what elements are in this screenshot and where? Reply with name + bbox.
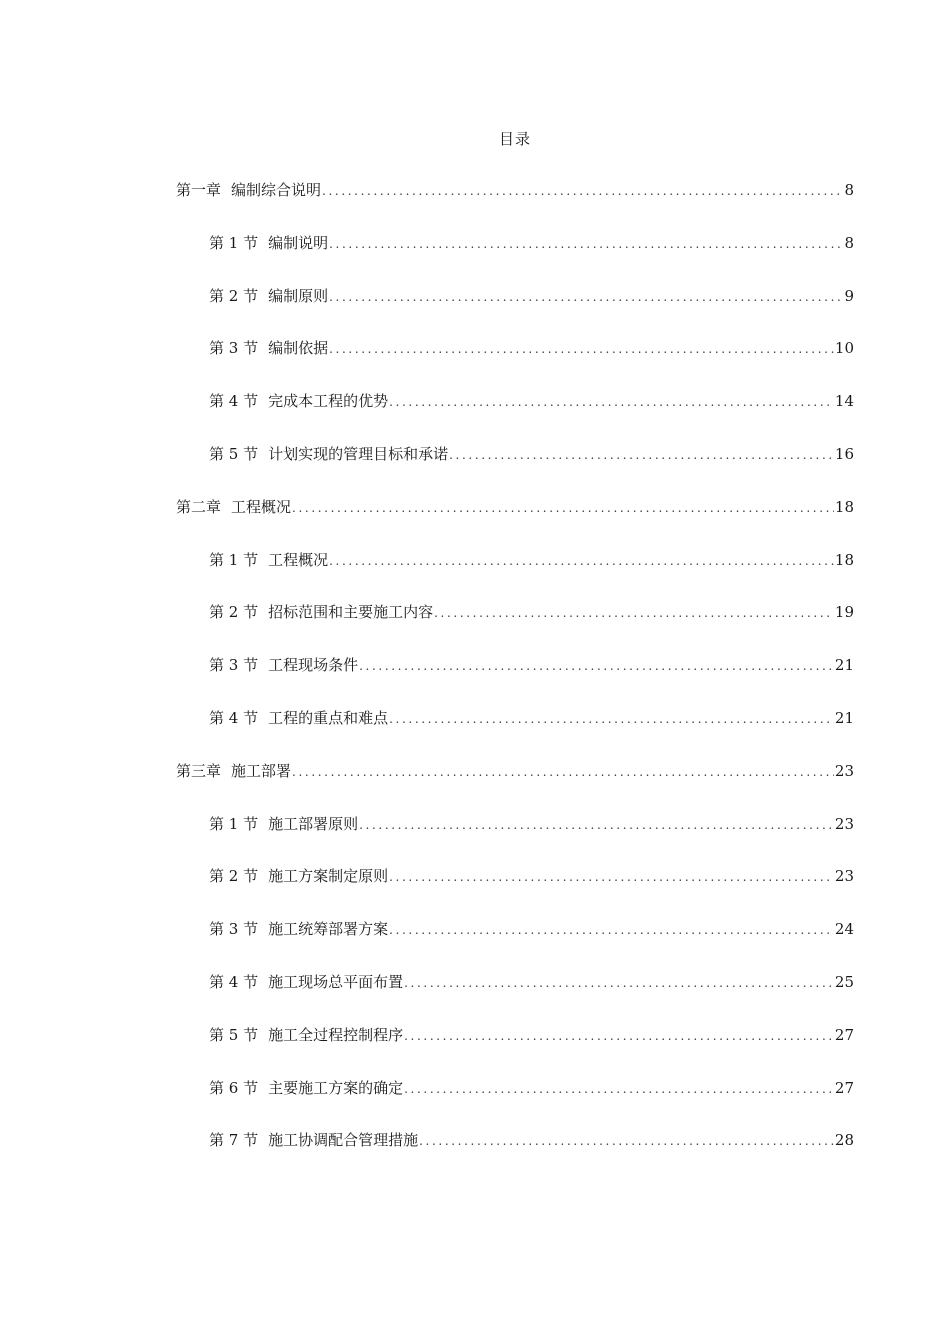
toc-entry-label: [209, 546, 328, 574]
toc-dot-leader: [322, 176, 843, 205]
toc-page-number: 23: [834, 814, 854, 833]
toc-entry-number: 第 7 节: [209, 1131, 259, 1150]
toc-entry-text: 计划实现的管理目标和承诺: [268, 445, 449, 463]
toc-entry-text: 施工部署: [231, 761, 292, 780]
toc-entry-text: 施工部署原则: [268, 814, 359, 833]
toc-entry-label: [209, 1126, 418, 1154]
toc-entry-number: 第 4 节: [209, 392, 259, 411]
toc-entry-label: [176, 493, 291, 521]
toc-entry-number: 第 3 节: [209, 656, 259, 675]
toc-section-entry[interactable]: [209, 968, 854, 996]
toc-entry-label: [209, 229, 328, 257]
toc-page-number: 24: [834, 920, 854, 939]
toc-entry-text: 施工统筹部署方案: [268, 920, 389, 939]
toc-entry-label: [209, 282, 328, 310]
toc-entry-text: 工程的重点和难点: [268, 709, 389, 727]
toc-entry-text: 施工方案制定原则: [268, 867, 389, 886]
toc-entry-number: 第 2 节: [209, 867, 259, 886]
toc-entry-number: 第 5 节: [209, 1025, 259, 1044]
toc-entry-label: [209, 810, 358, 838]
toc-dot-leader: [389, 915, 834, 944]
toc-entry-text: 施工协调配合管理措施: [268, 1131, 419, 1150]
toc-page-number: 8: [844, 233, 854, 252]
toc-entry-text: 编制依据: [268, 339, 329, 358]
toc-entry-label: [209, 968, 403, 996]
toc-page-number: 19: [834, 603, 854, 622]
toc-dot-leader: [389, 387, 834, 416]
toc-page-number: 21: [834, 656, 854, 675]
toc-entry-text: 工程概况: [268, 550, 329, 569]
toc-chapter-entry[interactable]: [176, 176, 854, 204]
toc-section-entry[interactable]: [209, 915, 854, 943]
toc-dot-leader: [449, 440, 834, 469]
toc-dot-leader: [329, 546, 834, 575]
toc-page-number: 8: [844, 181, 854, 199]
toc-dot-leader: [404, 1021, 834, 1050]
toc-entry-number: 第 5 节: [209, 445, 259, 463]
toc-entry-number: 第 3 节: [209, 339, 259, 358]
toc-entry-number: 第三章: [176, 761, 222, 780]
toc-dot-leader: [404, 1074, 834, 1103]
toc-page-number: 10: [834, 339, 854, 358]
toc-entry-number: 第二章: [176, 497, 222, 516]
toc-entry-text: 完成本工程的优势: [268, 392, 389, 411]
toc-section-entry[interactable]: [209, 1126, 854, 1154]
toc-entry-label: [209, 862, 388, 890]
toc-dot-leader: [292, 757, 834, 786]
toc-entry-text: 编制原则: [268, 286, 329, 305]
toc-entry-number: 第 4 节: [209, 709, 259, 727]
toc-section-entry[interactable]: [209, 1074, 854, 1102]
toc-entry-text: 编制说明: [268, 233, 329, 252]
toc-entry-text: 招标范围和主要施工内容: [268, 603, 434, 622]
toc-section-entry[interactable]: [209, 651, 854, 679]
toc-title: 目录: [498, 130, 531, 148]
toc-entry-text: 施工全过程控制程序: [268, 1025, 404, 1044]
toc-section-entry[interactable]: [209, 704, 854, 732]
toc-dot-leader: [359, 810, 834, 839]
toc-section-entry[interactable]: [209, 229, 854, 257]
toc-entry-label: [209, 334, 328, 362]
toc-entry-text: 工程概况: [231, 497, 292, 516]
toc-entry-label: [176, 176, 321, 204]
toc-page-number: 14: [834, 392, 854, 411]
toc-chapter-entry[interactable]: [176, 493, 854, 521]
toc-dot-leader: [389, 704, 834, 733]
toc-entry-label: [209, 598, 433, 626]
toc-page-number: 18: [834, 497, 854, 516]
toc-dot-leader: [404, 968, 834, 997]
toc-entry-label: [209, 651, 358, 679]
toc-dot-leader: [329, 229, 843, 258]
toc-section-entry[interactable]: [209, 598, 854, 626]
toc-entry-number: 第 4 节: [209, 973, 259, 991]
toc-entry-text: 编制综合说明: [231, 181, 322, 199]
toc-entry-text: 施工现场总平面布置: [268, 973, 404, 991]
toc-section-entry[interactable]: [209, 334, 854, 362]
toc-dot-leader: [329, 334, 834, 363]
toc-entry-text: 主要施工方案的确定: [268, 1078, 404, 1097]
toc-entry-label: [209, 440, 448, 468]
toc-section-entry[interactable]: [209, 387, 854, 415]
toc-chapter-entry[interactable]: [176, 757, 854, 785]
toc-page-number: 16: [834, 445, 854, 463]
toc-page-number: 18: [834, 550, 854, 569]
toc-entry-number: 第 1 节: [209, 233, 259, 252]
toc-entry-label: [176, 757, 291, 785]
toc-dot-leader: [329, 282, 843, 311]
toc-section-entry[interactable]: [209, 282, 854, 310]
toc-page-number: 25: [834, 973, 854, 991]
toc-page-number: 27: [834, 1025, 854, 1044]
toc-entry-label: [209, 704, 388, 732]
toc-entry-number: 第 2 节: [209, 603, 259, 622]
toc-entry-number: 第 1 节: [209, 814, 259, 833]
toc-dot-leader: [434, 598, 834, 627]
toc-entry-number: 第 3 节: [209, 920, 259, 939]
toc-entry-text: 工程现场条件: [268, 656, 359, 675]
toc-page-number: 27: [834, 1078, 854, 1097]
toc-section-entry[interactable]: [209, 546, 854, 574]
toc-page-number: 28: [834, 1131, 854, 1150]
toc-section-entry[interactable]: [209, 862, 854, 890]
toc-page-number: 9: [844, 286, 854, 305]
toc-entry-label: [209, 387, 388, 415]
toc-entry-number: 第 2 节: [209, 286, 259, 305]
toc-page-number: 21: [834, 709, 854, 727]
toc-section-entry[interactable]: [209, 440, 854, 468]
toc-entry-number: 第一章: [176, 181, 222, 199]
toc-page-number: 23: [834, 761, 854, 780]
toc-dot-leader: [359, 651, 834, 680]
toc-entry-label: [209, 915, 388, 943]
toc-dot-leader: [419, 1126, 834, 1155]
toc-entry-number: 第 1 节: [209, 550, 259, 569]
toc-dot-leader: [292, 493, 834, 522]
toc-dot-leader: [389, 862, 834, 891]
toc-entry-label: [209, 1021, 403, 1049]
toc-section-entry[interactable]: [209, 810, 854, 838]
toc-entry-label: [209, 1074, 403, 1102]
toc-page-number: 23: [834, 867, 854, 886]
toc-section-entry[interactable]: [209, 1021, 854, 1049]
toc-entry-number: 第 6 节: [209, 1078, 259, 1097]
